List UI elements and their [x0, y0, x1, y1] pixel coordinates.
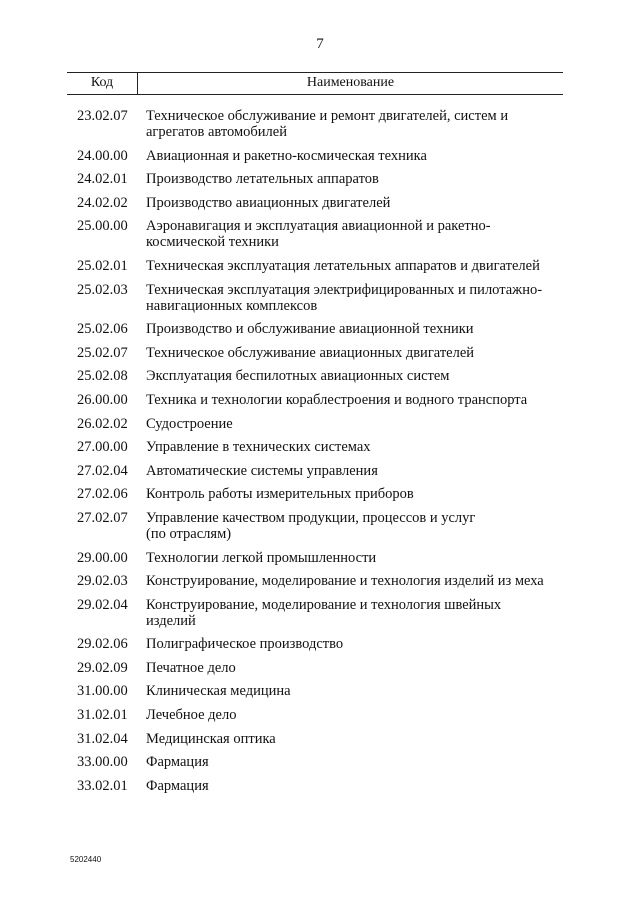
header-name: Наименование — [306, 75, 395, 90]
table-row — [67, 754, 567, 770]
row-code: 33.02.01 — [77, 777, 128, 794]
row-code: 29.00.00 — [77, 549, 128, 566]
row-code: 23.02.07 — [77, 108, 128, 124]
row-name: Клиническая медицина — [146, 683, 291, 700]
row-name: Фармация — [146, 754, 209, 771]
row-code: 26.00.00 — [77, 391, 128, 408]
table-row — [67, 345, 567, 361]
row-name: Фармация — [146, 777, 209, 794]
row-code: 25.02.06 — [77, 321, 128, 338]
table-row — [67, 597, 567, 629]
row-code: 29.02.04 — [77, 596, 128, 613]
header-code: Код — [67, 73, 138, 94]
table-row — [67, 731, 567, 747]
row-code: 25.00.00 — [77, 218, 128, 235]
row-name: Конструирование, моделирование и технология швейных изделий — [146, 596, 502, 629]
row-code: 31.02.04 — [77, 730, 128, 747]
footer-code: 5202440 — [70, 855, 102, 864]
table-row — [67, 683, 567, 699]
row-code: 29.02.09 — [77, 659, 128, 676]
row-name: Техническая эксплуатация летательных аппаратов и двигателей — [146, 257, 540, 274]
row-code: 27.00.00 — [77, 439, 128, 456]
table-row — [67, 218, 567, 250]
row-name: Эксплуатация беспилотных авиационных систем — [146, 368, 450, 385]
table-row — [67, 550, 567, 566]
row-code: 25.02.08 — [77, 368, 128, 385]
row-code: 31.02.01 — [77, 707, 128, 724]
row-code: 24.00.00 — [77, 147, 128, 164]
table-row — [67, 282, 567, 314]
row-code: 26.02.02 — [77, 415, 128, 432]
table-row — [67, 368, 567, 384]
table-header — [67, 72, 563, 95]
table-row — [67, 636, 567, 652]
row-name: Производство и обслуживание авиационной техники — [146, 321, 474, 338]
row-name: Производство авиационных двигателей — [146, 194, 391, 211]
table-row — [67, 463, 567, 479]
row-name: Техника и технологии кораблестроения и водного транспорта — [146, 391, 528, 408]
row-name: Медицинская оптика — [146, 730, 276, 747]
row-code: 33.00.00 — [77, 754, 128, 771]
row-code: 25.02.01 — [77, 257, 128, 274]
table-body — [67, 108, 567, 801]
row-name: Автоматические системы управления — [146, 462, 378, 479]
row-code: 27.02.06 — [77, 486, 128, 503]
row-name: Лечебное дело — [146, 707, 237, 724]
row-code: 24.02.02 — [77, 194, 128, 211]
row-code: 31.00.00 — [77, 683, 128, 700]
row-name: Аэронавигация и эксплуатация авиационной и ракетно- космической техники — [146, 218, 491, 251]
row-name: Конструирование, моделирование и технология изделий из меха — [146, 573, 544, 590]
table-row — [67, 416, 567, 432]
table-row — [67, 171, 567, 187]
row-name: Управление в технических системах — [146, 439, 371, 456]
table-row — [67, 258, 567, 274]
table-row — [67, 510, 567, 542]
row-name: Судостроение — [146, 415, 233, 432]
row-name: Техническое обслуживание авиационных двигателей — [146, 344, 475, 361]
row-name: Технологии легкой промышленности — [146, 549, 377, 566]
row-code: 24.02.01 — [77, 171, 128, 188]
row-name: Производство летательных аппаратов — [146, 171, 379, 188]
row-name: Полиграфическое производство — [146, 636, 344, 653]
row-code: 29.02.06 — [77, 636, 128, 653]
table-row — [67, 660, 567, 676]
row-name: Контроль работы измерительных приборов — [146, 486, 414, 503]
table-row — [67, 108, 567, 140]
table-row — [67, 573, 567, 589]
table-row — [67, 321, 567, 337]
table-row — [67, 392, 567, 408]
row-name: Управление качеством продукции, процессов и услуг (по отраслям) — [146, 509, 476, 542]
table-row — [67, 778, 567, 794]
row-code: 25.02.03 — [77, 281, 128, 298]
table-row — [67, 439, 567, 455]
row-name: Техническая эксплуатация электрифицированных и пилотажно- навигационных комплексов — [146, 281, 543, 314]
table-row — [67, 148, 567, 164]
row-code: 29.02.03 — [77, 573, 128, 590]
row-name: Техническое обслуживание и ремонт двигателей, систем и агрегатов автомобилей — [146, 108, 509, 140]
row-code: 27.02.07 — [77, 509, 128, 526]
table-row — [67, 707, 567, 723]
page-number: 7 — [316, 36, 324, 52]
row-code: 27.02.04 — [77, 462, 128, 479]
row-name: Печатное дело — [146, 659, 236, 676]
table-row — [67, 195, 567, 211]
table-row — [67, 486, 567, 502]
row-code: 25.02.07 — [77, 344, 128, 361]
row-name: Авиационная и ракетно-космическая техника — [146, 147, 427, 164]
